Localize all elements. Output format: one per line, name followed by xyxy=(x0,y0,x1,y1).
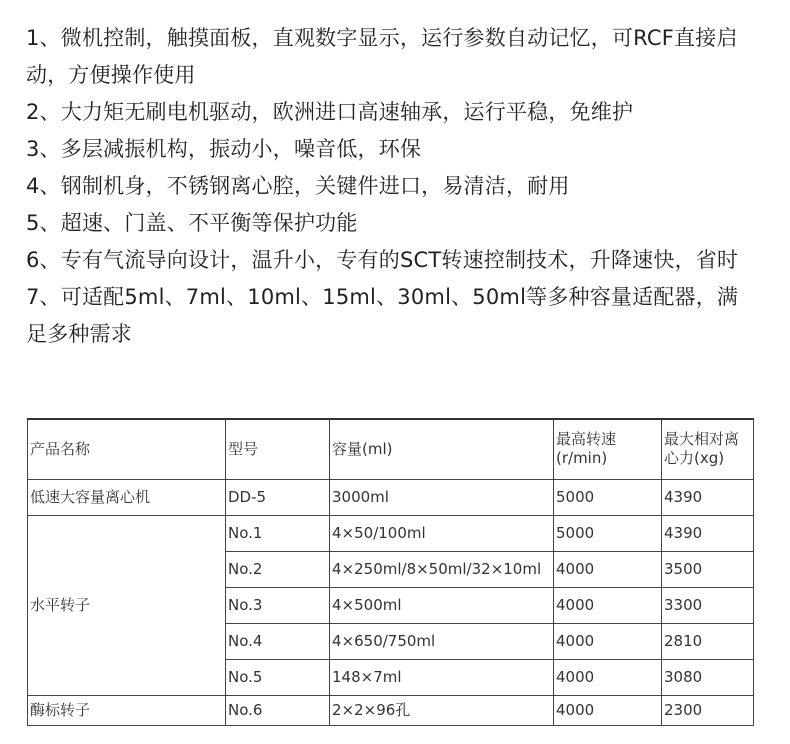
cell-model: No.2 xyxy=(226,551,330,587)
header-max-speed: 最高转速(r/min) xyxy=(554,419,662,479)
feature-item-5: 5、超速、门盖、不平衡等保护功能 xyxy=(26,211,358,235)
cell-capacity: 3000ml xyxy=(330,479,554,515)
cell-speed: 5000 xyxy=(554,479,662,515)
cell-speed: 4000 xyxy=(554,587,662,623)
header-capacity: 容量(ml) xyxy=(330,419,554,479)
header-product-name: 产品名称 xyxy=(28,419,226,479)
feature-item-2: 2、大力矩无刷电机驱动，欧洲进口高速轴承，运行平稳，免维护 xyxy=(26,100,634,124)
cell-rcf: 3300 xyxy=(662,587,754,623)
feature-list xyxy=(26,20,756,353)
cell-model: No.4 xyxy=(226,623,330,659)
cell-model: No.5 xyxy=(226,659,330,695)
table-row xyxy=(28,515,754,551)
cell-rcf: 2300 xyxy=(662,695,754,725)
feature-item-4: 4、钢制机身，不锈钢离心腔，关键件进口，易清洁，耐用 xyxy=(26,174,570,198)
cell-rcf: 3500 xyxy=(662,551,754,587)
feature-item-1: 1、微机控制，触摸面板，直观数字显示，运行参数自动记忆，可RCF直接启动，方便操作使用 xyxy=(26,26,738,87)
cell-speed: 4000 xyxy=(554,551,662,587)
cell-rcf: 4390 xyxy=(662,515,754,551)
cell-capacity: 2×2×96孔 xyxy=(330,695,554,725)
header-max-rcf: 最大相对离心力(xg) xyxy=(662,419,754,479)
cell-capacity: 4×250ml/8×50ml/32×10ml xyxy=(330,551,554,587)
cell-capacity: 4×50/100ml xyxy=(330,515,554,551)
cell-capacity: 148×7ml xyxy=(330,659,554,695)
spec-table xyxy=(27,418,754,726)
table-header-row xyxy=(28,419,754,479)
table-row xyxy=(28,695,754,725)
cell-product-name: 低速大容量离心机 xyxy=(28,479,226,515)
cell-model: DD-5 xyxy=(226,479,330,515)
table-row xyxy=(28,479,754,515)
cell-product-name: 酶标转子 xyxy=(28,695,226,725)
feature-item-7: 7、可适配5ml、7ml、10ml、15ml、30ml、50ml等多种容量适配器，满足多种需求 xyxy=(26,285,739,346)
cell-model: No.6 xyxy=(226,695,330,725)
cell-speed: 4000 xyxy=(554,623,662,659)
cell-model: No.1 xyxy=(226,515,330,551)
cell-capacity: 4×650/750ml xyxy=(330,623,554,659)
cell-speed: 4000 xyxy=(554,659,662,695)
cell-product-name: 水平转子 xyxy=(28,515,226,695)
cell-rcf: 3080 xyxy=(662,659,754,695)
cell-speed: 4000 xyxy=(554,695,662,725)
cell-rcf: 2810 xyxy=(662,623,754,659)
header-model: 型号 xyxy=(226,419,330,479)
feature-item-6: 6、专有气流导向设计，温升小，专有的SCT转速控制技术，升降速快，省时 xyxy=(26,248,739,272)
cell-capacity: 4×500ml xyxy=(330,587,554,623)
feature-item-3: 3、多层减振机构，振动小，噪音低，环保 xyxy=(26,137,422,161)
cell-rcf: 4390 xyxy=(662,479,754,515)
cell-speed: 5000 xyxy=(554,515,662,551)
cell-model: No.3 xyxy=(226,587,330,623)
